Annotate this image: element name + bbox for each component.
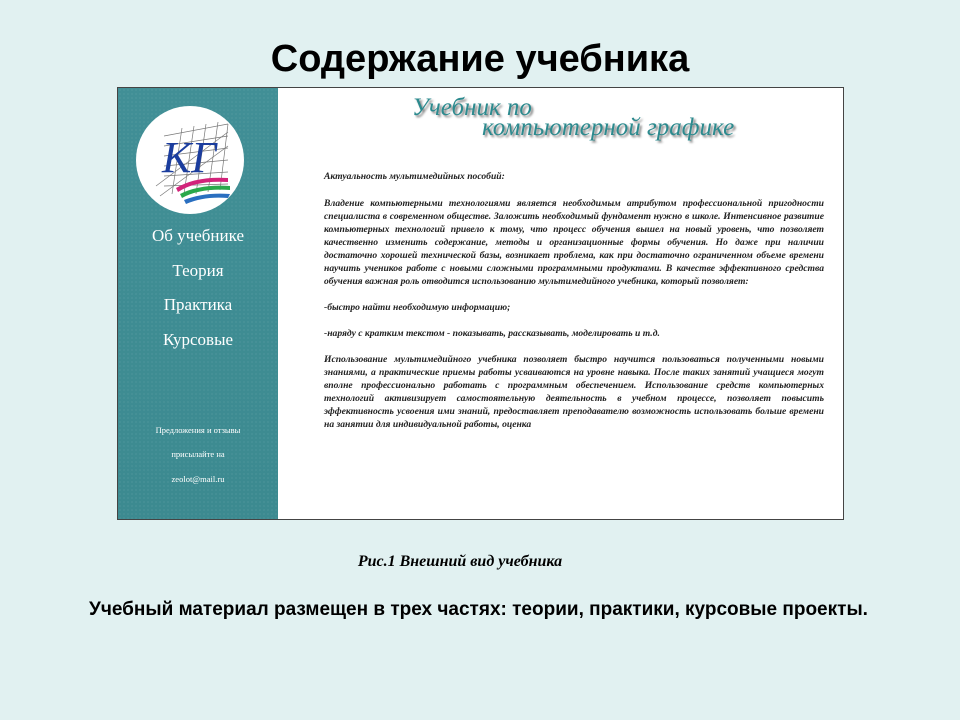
nav-theory[interactable]: Теория bbox=[172, 261, 224, 280]
paragraph: Владение компьютерными технологиями является необходимым атрибутом профессиональной пригодности специалиста в современном обществе. Заложить необходимый фундамент нужно в школе. Интенсивное развитие компьютерных технологий привело к тому, что процесс обучения вышел на новый уровень, что позволяет качественно изменить содержание, методы и организационные формы обучения. Но даже при наличии достаточно хорошей технической базы, возникает проблема, как при достаточно ограниченном объеме времени научить учеников работе с новыми сложными программными продуктами. В качестве эффективного средства обучения важная роль отводится использованию мультимедийного учебника, который позволяет: bbox=[324, 198, 824, 287]
slide-title: Содержание учебника bbox=[270, 38, 690, 80]
header-line-1: Учебник по bbox=[412, 94, 532, 121]
logo-letters: КГ bbox=[162, 133, 217, 182]
nav-about[interactable]: Об учебнике bbox=[152, 226, 244, 245]
textbook-logo bbox=[136, 106, 244, 214]
nav-practice[interactable]: Практика bbox=[163, 295, 233, 314]
feedback-line2: присылайте на bbox=[171, 449, 225, 459]
feedback-line1: Предложения и отзывы bbox=[155, 425, 241, 435]
nav-coursework[interactable]: Курсовые bbox=[162, 330, 234, 349]
header-line-2: компьютерной графике bbox=[482, 114, 735, 141]
paragraph: -быстро найти необходимую информацию; bbox=[324, 302, 511, 313]
paragraph-heading: Актуальность мультимедийных пособий: bbox=[324, 171, 505, 182]
textbook-screenshot bbox=[117, 87, 844, 520]
textbook-content bbox=[278, 88, 843, 519]
figure-caption: Рис.1 Внешний вид учебника bbox=[357, 553, 563, 570]
slide-body-text: Учебный материал размещен в трех частях: теории, практики, курсовые проекты. bbox=[89, 599, 868, 620]
paragraph: -наряду с кратким текстом - показывать, рассказывать, моделировать и т.д. bbox=[324, 328, 660, 339]
paragraph: Использование мультимедийного учебника позволяет быстро научится пользоваться полученными новыми знаниями, а практические приемы работы усваиваются на уровне навыка. После таких занятий учащиеся могут вполне профессионально работать с программным обеспечением. Использование средств компьютерных технологий активизирует самостоятельную деятельность в учебном процессе, позволяет повысить эффективность усвоения ими знаний, предоставляет преподавателю возможность использовать больше времени на занятии для индивидуальной работы, оценка bbox=[324, 354, 824, 430]
content-text bbox=[324, 170, 824, 444]
feedback-email[interactable]: zeolot@mail.ru bbox=[171, 474, 225, 484]
textbook-sidebar bbox=[118, 88, 278, 519]
